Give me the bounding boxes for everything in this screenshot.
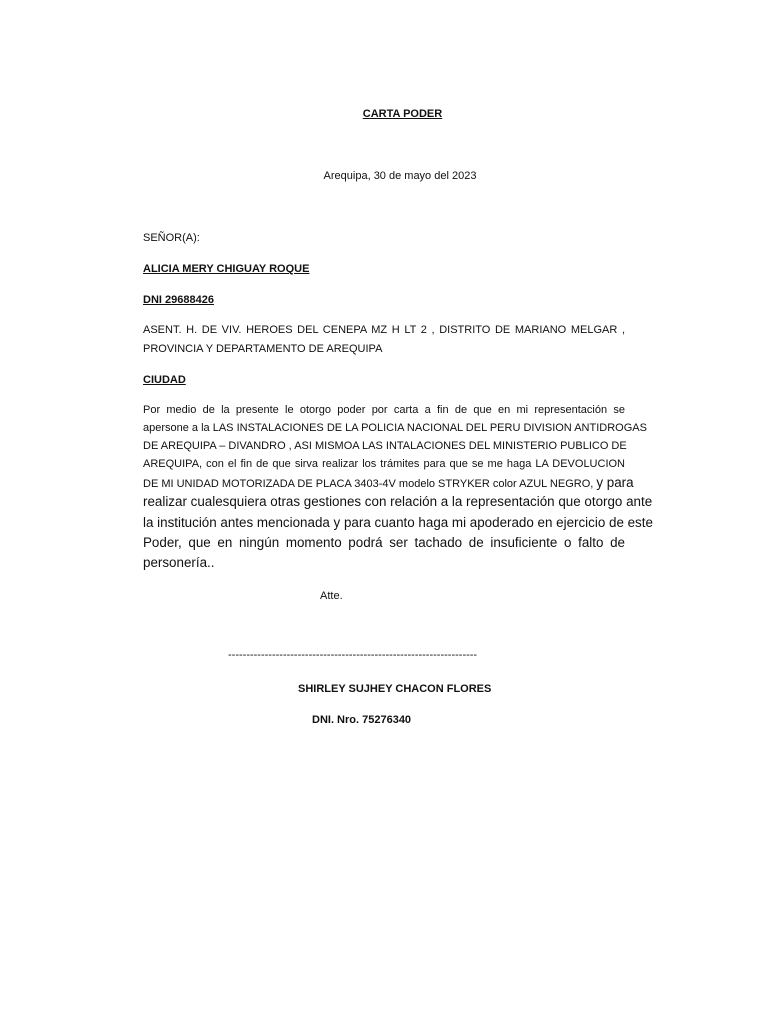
body-line-small: DE MI UNIDAD MOTORIZADA DE PLACA 3403-4V modelo STRYKER color AZUL NEGRO, — [143, 478, 597, 490]
body-big-line: personería.. — [143, 555, 215, 570]
date-line: Arequipa, 30 de mayo del 2023 — [323, 170, 477, 182]
body-line: AREQUIPA, con el fin de que sirva realizar los trámites para que se me haga LA DEVOLUCION — [143, 458, 625, 470]
body-big-line: la institución antes mencionada y para cuanto haga mi apoderado en ejercicio de este — [143, 515, 653, 530]
address-line: ASENT. H. DE VIV. HEROES DEL CENEPA MZ H LT 2 , DISTRITO DE MARIANO MELGAR , — [143, 324, 625, 336]
signer-name: SHIRLEY SUJHEY CHACON FLORES — [298, 683, 492, 695]
body-line: Por medio de la presente le otorgo poder por carta a fin de que en mi representación se — [143, 404, 625, 416]
body-big-line: Poder, que en ningún momento podrá ser tachado de insuficiente o falto de — [143, 535, 625, 550]
document-title: CARTA PODER — [362, 108, 443, 120]
salutation: SEÑOR(A): — [143, 232, 200, 244]
body-line-mixed — [143, 473, 634, 494]
signature-line: -------------------------------------------------------------------- — [228, 649, 478, 661]
recipient-name: ALICIA MERY CHIGUAY ROQUE — [143, 263, 310, 275]
body-line: apersone a la LAS INSTALACIONES DE LA POLICIA NACIONAL DEL PERU DIVISION ANTIDROGAS — [143, 422, 647, 434]
closing: Atte. — [320, 590, 343, 602]
body-line: DE AREQUIPA – DIVANDRO , ASI MISMOA LAS INTALACIONES DEL MINISTERIO PUBLICO DE — [143, 440, 627, 452]
signer-dni: DNI. Nro. 75276340 — [312, 714, 412, 726]
recipient-dni: DNI 29688426 — [143, 294, 214, 306]
body-big-line: realizar cualesquiera otras gestiones con relación a la representación que otorgo ante — [143, 494, 653, 509]
address-line: PROVINCIA Y DEPARTAMENTO DE AREQUIPA — [143, 343, 383, 355]
city-label: CIUDAD — [143, 374, 186, 386]
body-line-big: y para — [596, 475, 634, 490]
